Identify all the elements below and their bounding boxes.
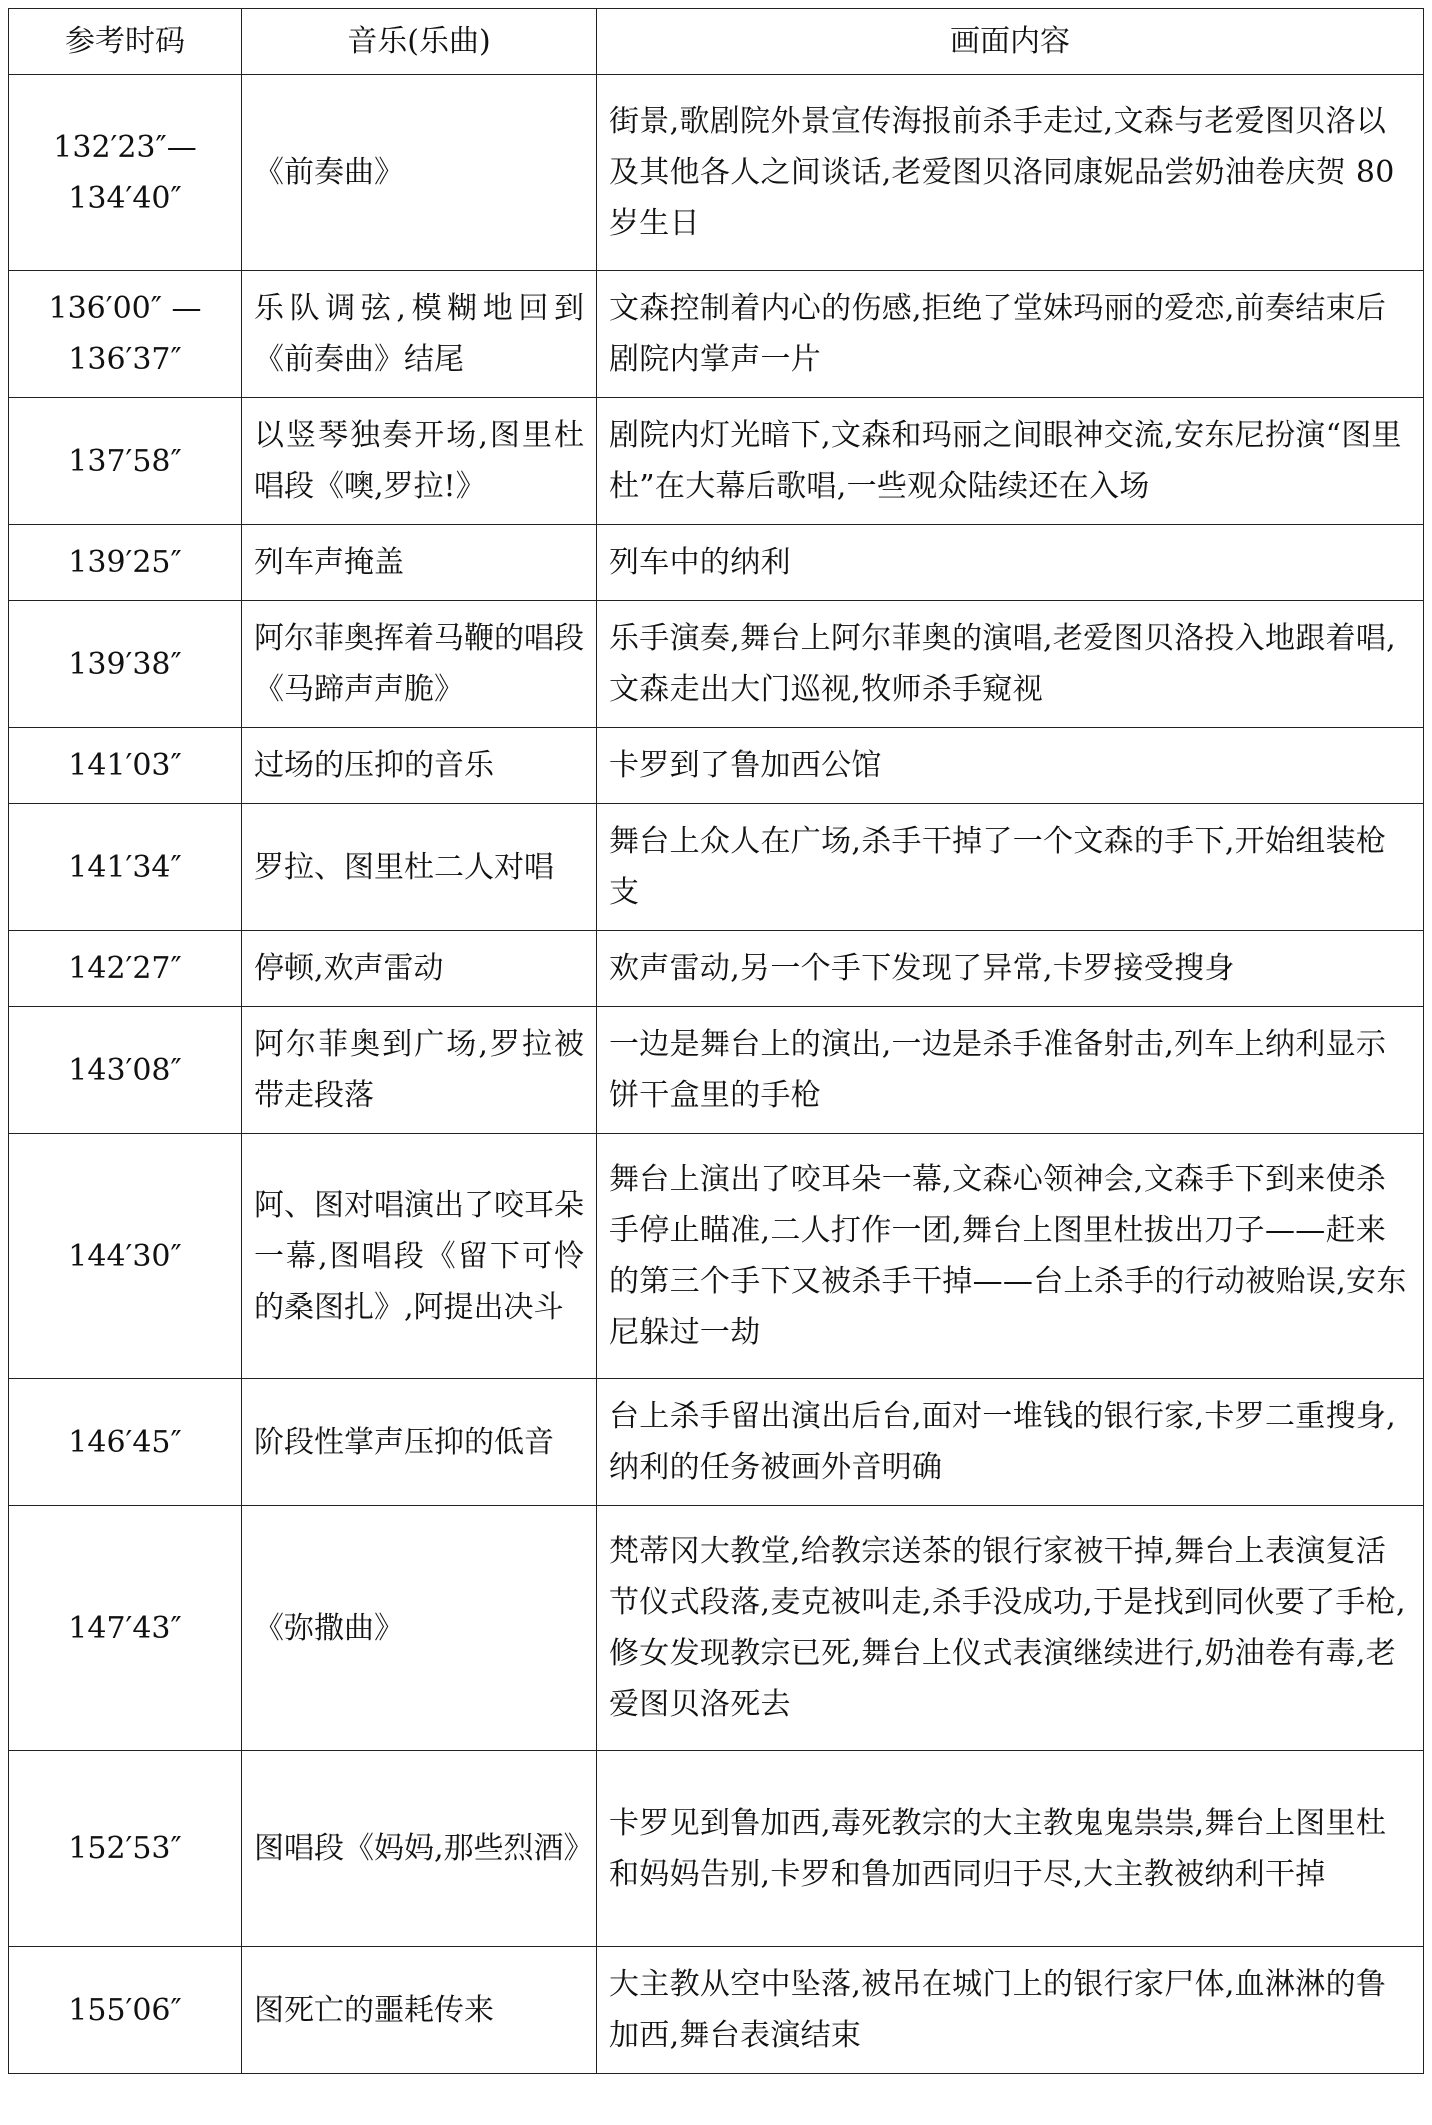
time-cell: 139′25″ <box>9 525 242 601</box>
time-cell: 147′43″ <box>9 1506 242 1751</box>
scene-cell: 舞台上演出了咬耳朵一幕,文森心领神会,文森手下到来使杀手停止瞄准,二人打作一团,舞台上图里杜拔出刀子——赶来的第三个手下又被杀手干掉——台上杀手的行动被贻误,安东尼躲过一劫 <box>597 1134 1424 1379</box>
table-row <box>9 728 1424 804</box>
table-row <box>9 75 1424 271</box>
header-row <box>9 9 1424 75</box>
table-row <box>9 271 1424 398</box>
scene-cell: 舞台上众人在广场,杀手干掉了一个文森的手下,开始组装枪支 <box>597 804 1424 931</box>
music-cell: 《前奏曲》 <box>242 75 597 271</box>
table-row <box>9 1947 1424 2074</box>
table-row <box>9 1379 1424 1506</box>
time-cell: 141′03″ <box>9 728 242 804</box>
music-cell: 图唱段《妈妈,那些烈酒》 <box>242 1751 597 1947</box>
header-time: 参考时码 <box>9 9 242 75</box>
music-cell: 阿尔菲奥到广场,罗拉被带走段落 <box>242 1007 597 1134</box>
table-row <box>9 525 1424 601</box>
music-cell: 停顿,欢声雷动 <box>242 931 597 1007</box>
scene-cell: 台上杀手留出演出后台,面对一堆钱的银行家,卡罗二重搜身,纳利的任务被画外音明确 <box>597 1379 1424 1506</box>
music-cell: 阿、图对唱演出了咬耳朵一幕,图唱段《留下可怜的桑图扎》,阿提出决斗 <box>242 1134 597 1379</box>
scene-cell: 列车中的纳利 <box>597 525 1424 601</box>
music-cell: 乐队调弦,模糊地回到《前奏曲》结尾 <box>242 271 597 398</box>
header-scene: 画面内容 <box>597 9 1424 75</box>
table-row <box>9 804 1424 931</box>
scene-cell: 乐手演奏,舞台上阿尔菲奥的演唱,老爱图贝洛投入地跟着唱,文森走出大门巡视,牧师杀手窥视 <box>597 601 1424 728</box>
scene-cell: 卡罗到了鲁加西公馆 <box>597 728 1424 804</box>
time-cell: 141′34″ <box>9 804 242 931</box>
table-row <box>9 1751 1424 1947</box>
scene-cell: 文森控制着内心的伤感,拒绝了堂妹玛丽的爱恋,前奏结束后剧院内掌声一片 <box>597 271 1424 398</box>
header-music: 音乐(乐曲) <box>242 9 597 75</box>
music-cell: 以竖琴独奏开场,图里杜唱段《噢,罗拉!》 <box>242 398 597 525</box>
music-cell: 图死亡的噩耗传来 <box>242 1947 597 2074</box>
music-cell: 阿尔菲奥挥着马鞭的唱段《马蹄声声脆》 <box>242 601 597 728</box>
music-cell: 阶段性掌声压抑的低音 <box>242 1379 597 1506</box>
scene-cell: 大主教从空中坠落,被吊在城门上的银行家尸体,血淋淋的鲁加西,舞台表演结束 <box>597 1947 1424 2074</box>
time-cell: 139′38″ <box>9 601 242 728</box>
scene-cell: 一边是舞台上的演出,一边是杀手准备射击,列车上纳利显示饼干盒里的手枪 <box>597 1007 1424 1134</box>
scene-cell: 卡罗见到鲁加西,毒死教宗的大主教鬼鬼祟祟,舞台上图里杜和妈妈告别,卡罗和鲁加西同归于尽,大主教被纳利干掉 <box>597 1751 1424 1947</box>
table-row <box>9 601 1424 728</box>
time-cell: 144′30″ <box>9 1134 242 1379</box>
table-row <box>9 1506 1424 1751</box>
time-cell: 143′08″ <box>9 1007 242 1134</box>
table-row <box>9 931 1424 1007</box>
table-row <box>9 398 1424 525</box>
scene-cell: 欢声雷动,另一个手下发现了异常,卡罗接受搜身 <box>597 931 1424 1007</box>
music-cell: 《弥撒曲》 <box>242 1506 597 1751</box>
time-cell: 155′06″ <box>9 1947 242 2074</box>
time-cell: 137′58″ <box>9 398 242 525</box>
cue-sheet-table <box>8 8 1424 2074</box>
music-cell: 过场的压抑的音乐 <box>242 728 597 804</box>
time-cell: 152′53″ <box>9 1751 242 1947</box>
table-row <box>9 1134 1424 1379</box>
music-cell: 列车声掩盖 <box>242 525 597 601</box>
time-cell: 132′23″—134′40″ <box>9 75 242 271</box>
scene-cell: 剧院内灯光暗下,文森和玛丽之间眼神交流,安东尼扮演“图里杜”在大幕后歌唱,一些观众陆续还在入场 <box>597 398 1424 525</box>
time-cell: 136′00″ —136′37″ <box>9 271 242 398</box>
time-cell: 142′27″ <box>9 931 242 1007</box>
time-cell: 146′45″ <box>9 1379 242 1506</box>
music-cell: 罗拉、图里杜二人对唱 <box>242 804 597 931</box>
table-row <box>9 1007 1424 1134</box>
scene-cell: 梵蒂冈大教堂,给教宗送茶的银行家被干掉,舞台上表演复活节仪式段落,麦克被叫走,杀手没成功,于是找到同伙要了手枪,修女发现教宗已死,舞台上仪式表演继续进行,奶油卷有毒,老爱图贝洛死去 <box>597 1506 1424 1751</box>
scene-cell: 街景,歌剧院外景宣传海报前杀手走过,文森与老爱图贝洛以及其他各人之间谈话,老爱图贝洛同康妮品尝奶油卷庆贺 80 岁生日 <box>597 75 1424 271</box>
